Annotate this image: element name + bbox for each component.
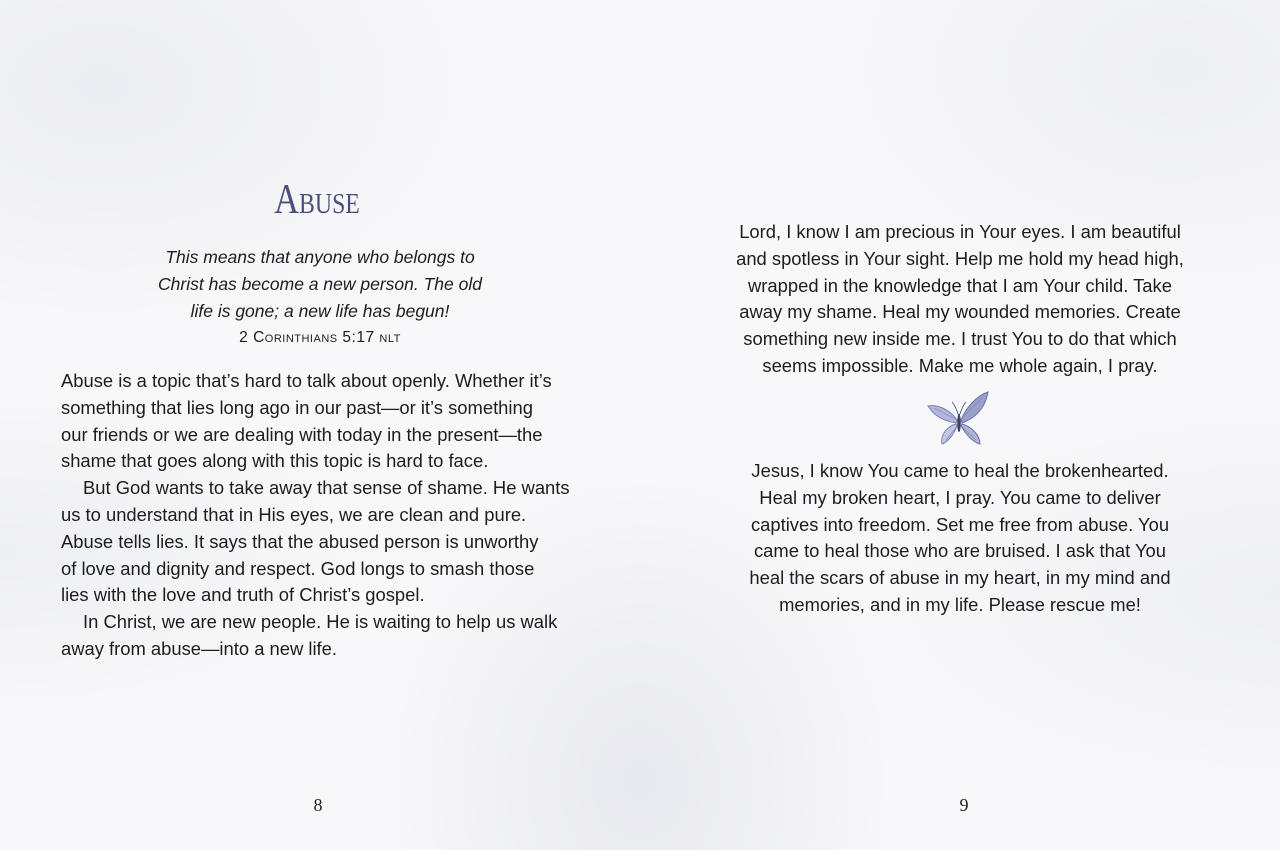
body-line: lies with the love and truth of Christ’s gospel.: [61, 584, 425, 606]
body-line: shame that goes along with this topic is hard to face.: [61, 450, 489, 472]
body-line: of love and dignity and respect. God longs to smash those: [61, 557, 535, 579]
prayer-line: captives into freedom. Set me free from abuse. You: [750, 513, 1170, 535]
prayer-paragraph: [640, 219, 1280, 380]
verse-line: This means that anyone who belongs to: [165, 247, 475, 267]
page-number: 8: [313, 795, 323, 815]
body-line: But God wants to take away that sense of shame. He wants: [83, 477, 570, 499]
prayer-line: came to heal those who are bruised. I ask that You: [753, 540, 1166, 562]
verse-line: life is gone; a new life has begun!: [190, 301, 450, 321]
verse-reference-version: nlt: [379, 329, 401, 346]
prayer-line: and spotless in Your sight. Help me hold my head high,: [736, 247, 1184, 269]
prayer-line: Lord, I know I am precious in Your eyes. I am beautiful: [739, 221, 1181, 242]
butterfly-icon: [926, 390, 992, 450]
body-line: our friends or we are dealing with today in the present—the: [61, 423, 543, 445]
chapter-title: Abuse: [274, 177, 360, 223]
body-line: Abuse tells lies. It says that the abused person is unworthy: [61, 530, 539, 552]
scripture-verse: [110, 244, 530, 351]
body-line: away from abuse—into a new life.: [61, 637, 337, 659]
body-line: something that lies long ago in our past—or it’s something: [61, 396, 533, 418]
prayer-line: heal the scars of abuse in my heart, in my mind and: [749, 567, 1171, 589]
prayer-line: memories, and in my life. Please rescue me!: [779, 593, 1141, 615]
prayer-line: Jesus, I know You came to heal the brokenhearted.: [751, 460, 1169, 481]
prayer-paragraph: [640, 458, 1280, 619]
body-line: Abuse is a topic that’s hard to talk about openly. Whether it’s: [61, 370, 552, 391]
devotional-body: [61, 368, 591, 663]
prayer-line: Heal my broken heart, I pray. You came to deliver: [759, 486, 1161, 508]
prayer-line: wrapped in the knowledge that I am Your child. Take: [748, 274, 1172, 296]
verse-reference-book: 2 Corinthians 5:17: [239, 329, 375, 346]
body-line: In Christ, we are new people. He is waiting to help us walk: [83, 611, 558, 633]
prayer-line: something new inside me. I trust You to do that which: [743, 328, 1177, 350]
right-page: [640, 0, 1280, 850]
prayer-line: away my shame. Heal my wounded memories. Create: [739, 301, 1181, 323]
page-number: 9: [959, 795, 969, 815]
body-line: us to understand that in His eyes, we are clean and pure.: [61, 503, 527, 525]
verse-line: Christ has become a new person. The old: [158, 274, 482, 294]
verse-reference: [110, 325, 530, 351]
prayer-line: seems impossible. Make me whole again, I pray.: [762, 354, 1158, 376]
